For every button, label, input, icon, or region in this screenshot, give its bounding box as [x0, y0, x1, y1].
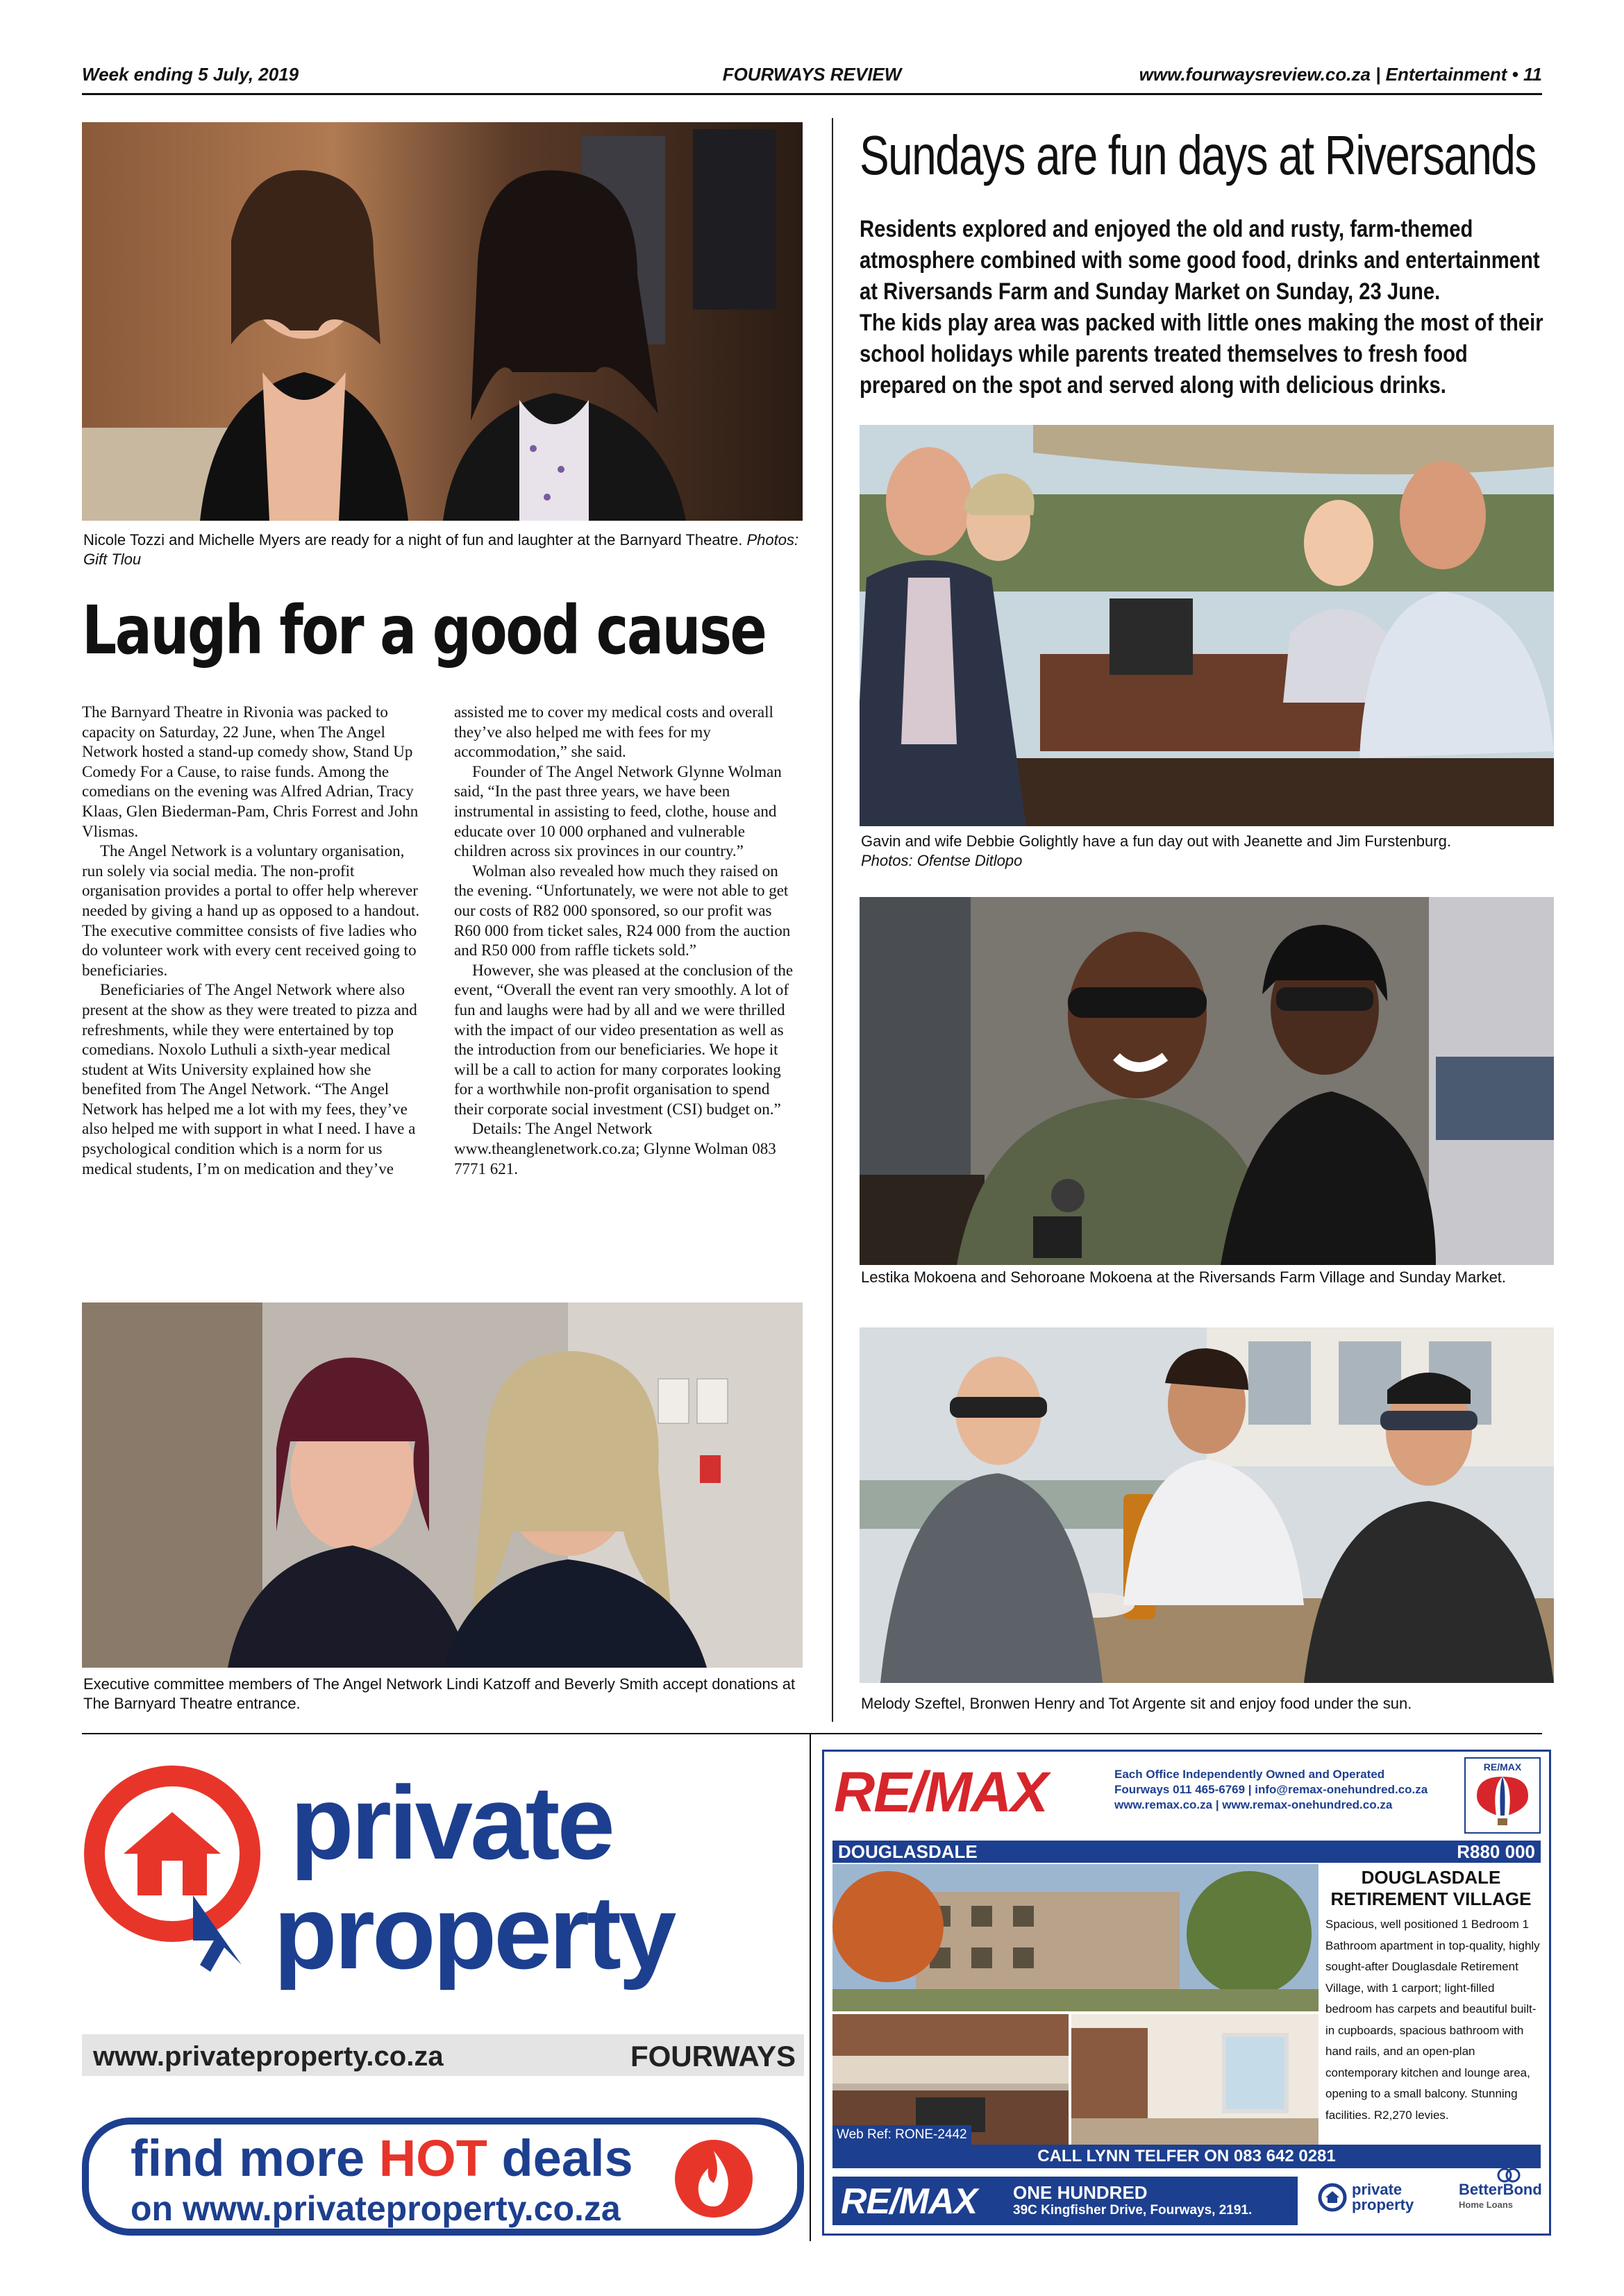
office-name: ONE HUNDRED	[1013, 2182, 1148, 2203]
hot-deals-banner[interactable]	[82, 2118, 804, 2236]
listing-bar	[832, 1841, 1541, 1863]
hot-text: HOT	[378, 2129, 487, 2187]
article-column-1	[82, 703, 429, 1179]
deals-text: deals	[487, 2129, 633, 2187]
private-property-small-icon	[1317, 2182, 1348, 2213]
remax-info-line: www.remax.co.za | www.remax-onehundred.co.za	[1114, 1798, 1393, 1811]
web-reference: Web Ref: RONE-2442	[832, 2125, 971, 2145]
newspaper-name: FOURWAYS REVIEW	[722, 64, 902, 85]
paragraph: assisted me to cover my medical costs and overall they’ve also helped me with fees for my accommodation,” she said.	[454, 703, 773, 761]
private-property-ad[interactable]	[82, 1743, 804, 2229]
caption-photo-nicole-michelle	[83, 530, 805, 569]
remax-footer-logo: RE/MAX	[841, 2181, 978, 2222]
remax-footer	[832, 2177, 1298, 2225]
caption-photo-lindi-beverly: Executive committee members of The Angel Network Lindi Katzoff and Beverly Smith accept donations at The Barnyard Theatre entrance.	[83, 1675, 796, 1712]
private-wordmark: private	[290, 1764, 612, 1881]
area-label: FOURWAYS	[630, 2040, 796, 2072]
find-more-text: find more	[131, 2129, 379, 2187]
betterbond-name: BetterBond	[1459, 2181, 1542, 2198]
listing-price: R880 000	[1457, 1841, 1535, 1862]
photo-melody-bronwen-tot	[860, 1327, 1554, 1683]
private-property-url-bar	[82, 2034, 804, 2076]
photo-lindi-beverly	[82, 1302, 803, 1668]
page-header	[82, 64, 1542, 89]
remax-ad[interactable]	[822, 1750, 1551, 2236]
remax-balloon-badge	[1464, 1757, 1541, 1834]
standfirst	[860, 214, 1552, 401]
property-wordmark: property	[274, 1874, 674, 1991]
call-agent-banner[interactable]: CALL LYNN TELFER ON 083 642 0281	[832, 2145, 1541, 2168]
paragraph: Beneficiaries of The Angel Network where also present at the show as they were treated to pizza and refreshments, while they were entertained by top comedians. Noxolo Luthuli a sixth-year medical student at Wits University explained how she benefited from The Angel Network. “The Angel Network has helped me a lot with my fees, they’ve also helped me with support in what I need. I have a psychological condition which is a norm for us medical students, I’m on medication and they’ve	[82, 981, 417, 1178]
section-and-page: www.fourwaysreview.co.za | Entertainment • 11	[1139, 64, 1542, 85]
private-property-small-logo	[1352, 2182, 1414, 2213]
pp-small-word: private	[1352, 2181, 1403, 2198]
listing-description: Spacious, well positioned 1 Bedroom 1 Bathroom apartment in top-quality, highly sought-after Douglasdale Retirement Village, with 1 carport; light-filled bedroom has carpets and beautiful built-in cupboards, spacious bathroom with hand rails, and an open-plan contemporary kitchen and lounge area, opening to a small balcony. Stunning facilities. R2,270 levies.	[1325, 1918, 1540, 2122]
remax-info-line: Each Office Independently Owned and Operated	[1114, 1768, 1385, 1781]
article-column-2	[454, 703, 801, 1179]
balloon-icon	[1466, 1773, 1539, 1828]
flame-icon	[672, 2137, 755, 2220]
office-address: 39C Kingfisher Drive, Fourways, 2191.	[1013, 2203, 1253, 2218]
paragraph: Details: The Angel Network www.theanglenetwork.co.za; Glynne Wolman 083 7771 621.	[454, 1120, 776, 1178]
ad-divider	[810, 1734, 811, 2241]
hot-deals-text	[131, 2129, 633, 2188]
headline-laugh-for-a-good-cause: Laugh for a good cause	[82, 592, 766, 669]
remax-info-line: Fourways 011 465-6769 | info@remax-onehundred.co.za	[1114, 1783, 1428, 1796]
ad-section-rule	[82, 1733, 1542, 1734]
standfirst-paragraph: The kids play area was packed with little ones making the most of their school holidays while parents treated themselves to fresh food prepared on the spot and served along with delicious drinks.	[860, 310, 1543, 399]
issue-date: Week ending 5 July, 2019	[82, 64, 299, 85]
standfirst-paragraph: Residents explored and enjoyed the old and rusty, farm-themed atmosphere combined with some good food, drinks and entertainment at Riversands Farm and Sunday Market on Sunday, 23 June.	[860, 216, 1540, 305]
listing-photo-lounge	[1071, 2014, 1319, 2145]
paragraph: The Angel Network is a voluntary organisation, run solely via social media. The non-profit organisation provides a portal to offer help wherever needed by giving a hand up as opposed to a handout. The executive committee consists of five ladies who do volunteer work with every cent received going to beneficiaries.	[82, 842, 420, 979]
column-divider	[832, 118, 833, 1722]
remax-contact-info	[1114, 1767, 1428, 1813]
paragraph: Wolman also revealed how much they raised on the evening. “Unfortunately, we were not able to get our costs of R82 000 sponsored, so our profit was R60 000 from ticket sales, R24 000 from the auction and R50 000 from raffle tickets sold.”	[454, 862, 791, 960]
photo-credit: Photos: Gift Tlou	[83, 531, 799, 568]
photo-credit: Photos: Ofentse Ditlopo	[861, 852, 1023, 869]
betterbond-logo	[1459, 2182, 1542, 2213]
paragraph: Founder of The Angel Network Glynne Wolman said, “In the past three years, we have been instrumental in assisting to feed, clothe, house and educate over 10 000 orphaned and vulnerable children across six provinces in our country.”	[454, 762, 782, 860]
photo-nicole-michelle	[82, 122, 803, 521]
listing-photo-exterior	[832, 1864, 1319, 2011]
photo-golightly-furstenburg	[860, 425, 1554, 826]
remax-logo: RE/MAX	[834, 1761, 1047, 1824]
hot-deals-url: on www.privateproperty.co.za	[131, 2189, 621, 2228]
paragraph: The Barnyard Theatre in Rivonia was packed to capacity on Saturday, 22 June, when The Angel Network hosted a stand-up comedy show, Stand Up Comedy For a Cause, to raise funds. Among the comedians on the evening was Alfred Adrian, Tracy Klaas, Glen Biederman-Pam, Chris Forrest and John Vlismas.	[82, 703, 419, 840]
headline-sundays-are-fun-days: Sundays are fun days at Riversands	[860, 124, 1536, 186]
remax-badge-text: RE/MAX	[1483, 1761, 1522, 1773]
caption-text: Gavin and wife Debbie Golightly have a fun day out with Jeanette and Jim Furstenburg.	[861, 832, 1451, 850]
caption-photo-mokoena: Lestika Mokoena and Sehoroane Mokoena at the Riversands Farm Village and Sunday Market.	[861, 1268, 1507, 1286]
paragraph: However, she was pleased at the conclusion of the event, “Overall the event ran very smoothly. A lot of fun and laughs were had by all and we were thrilled with the impact of our video presentation as well as the introduction from our beneficiaries. We hope it will be a call to action for many corporates looking for a worthwhile non-profit organisation to spend their corporate social investment (CSI) budget on.”	[454, 961, 794, 1118]
private-property-url[interactable]: www.privateproperty.co.za	[93, 2041, 444, 2072]
header-rule	[82, 93, 1542, 95]
pp-small-word: property	[1352, 2196, 1414, 2213]
listing-area: DOUGLASDALE	[838, 1841, 978, 1862]
betterbond-tagline: Home Loans	[1459, 2199, 1514, 2210]
caption-text: Nicole Tozzi and Michelle Myers are ready for a night of fun and laughter at the Barnyard Theatre.	[83, 531, 743, 548]
listing-title: DOUGLASDALE RETIREMENT VILLAGE	[1330, 1867, 1532, 1909]
photo-mokoena	[860, 897, 1554, 1265]
caption-photo-melody-bronwen-tot: Melody Szeftel, Bronwen Henry and Tot Argente sit and enjoy food under the sun.	[861, 1695, 1412, 1712]
private-property-house-icon	[82, 1763, 269, 1972]
caption-photo-golightly-furstenburg	[861, 832, 1555, 871]
